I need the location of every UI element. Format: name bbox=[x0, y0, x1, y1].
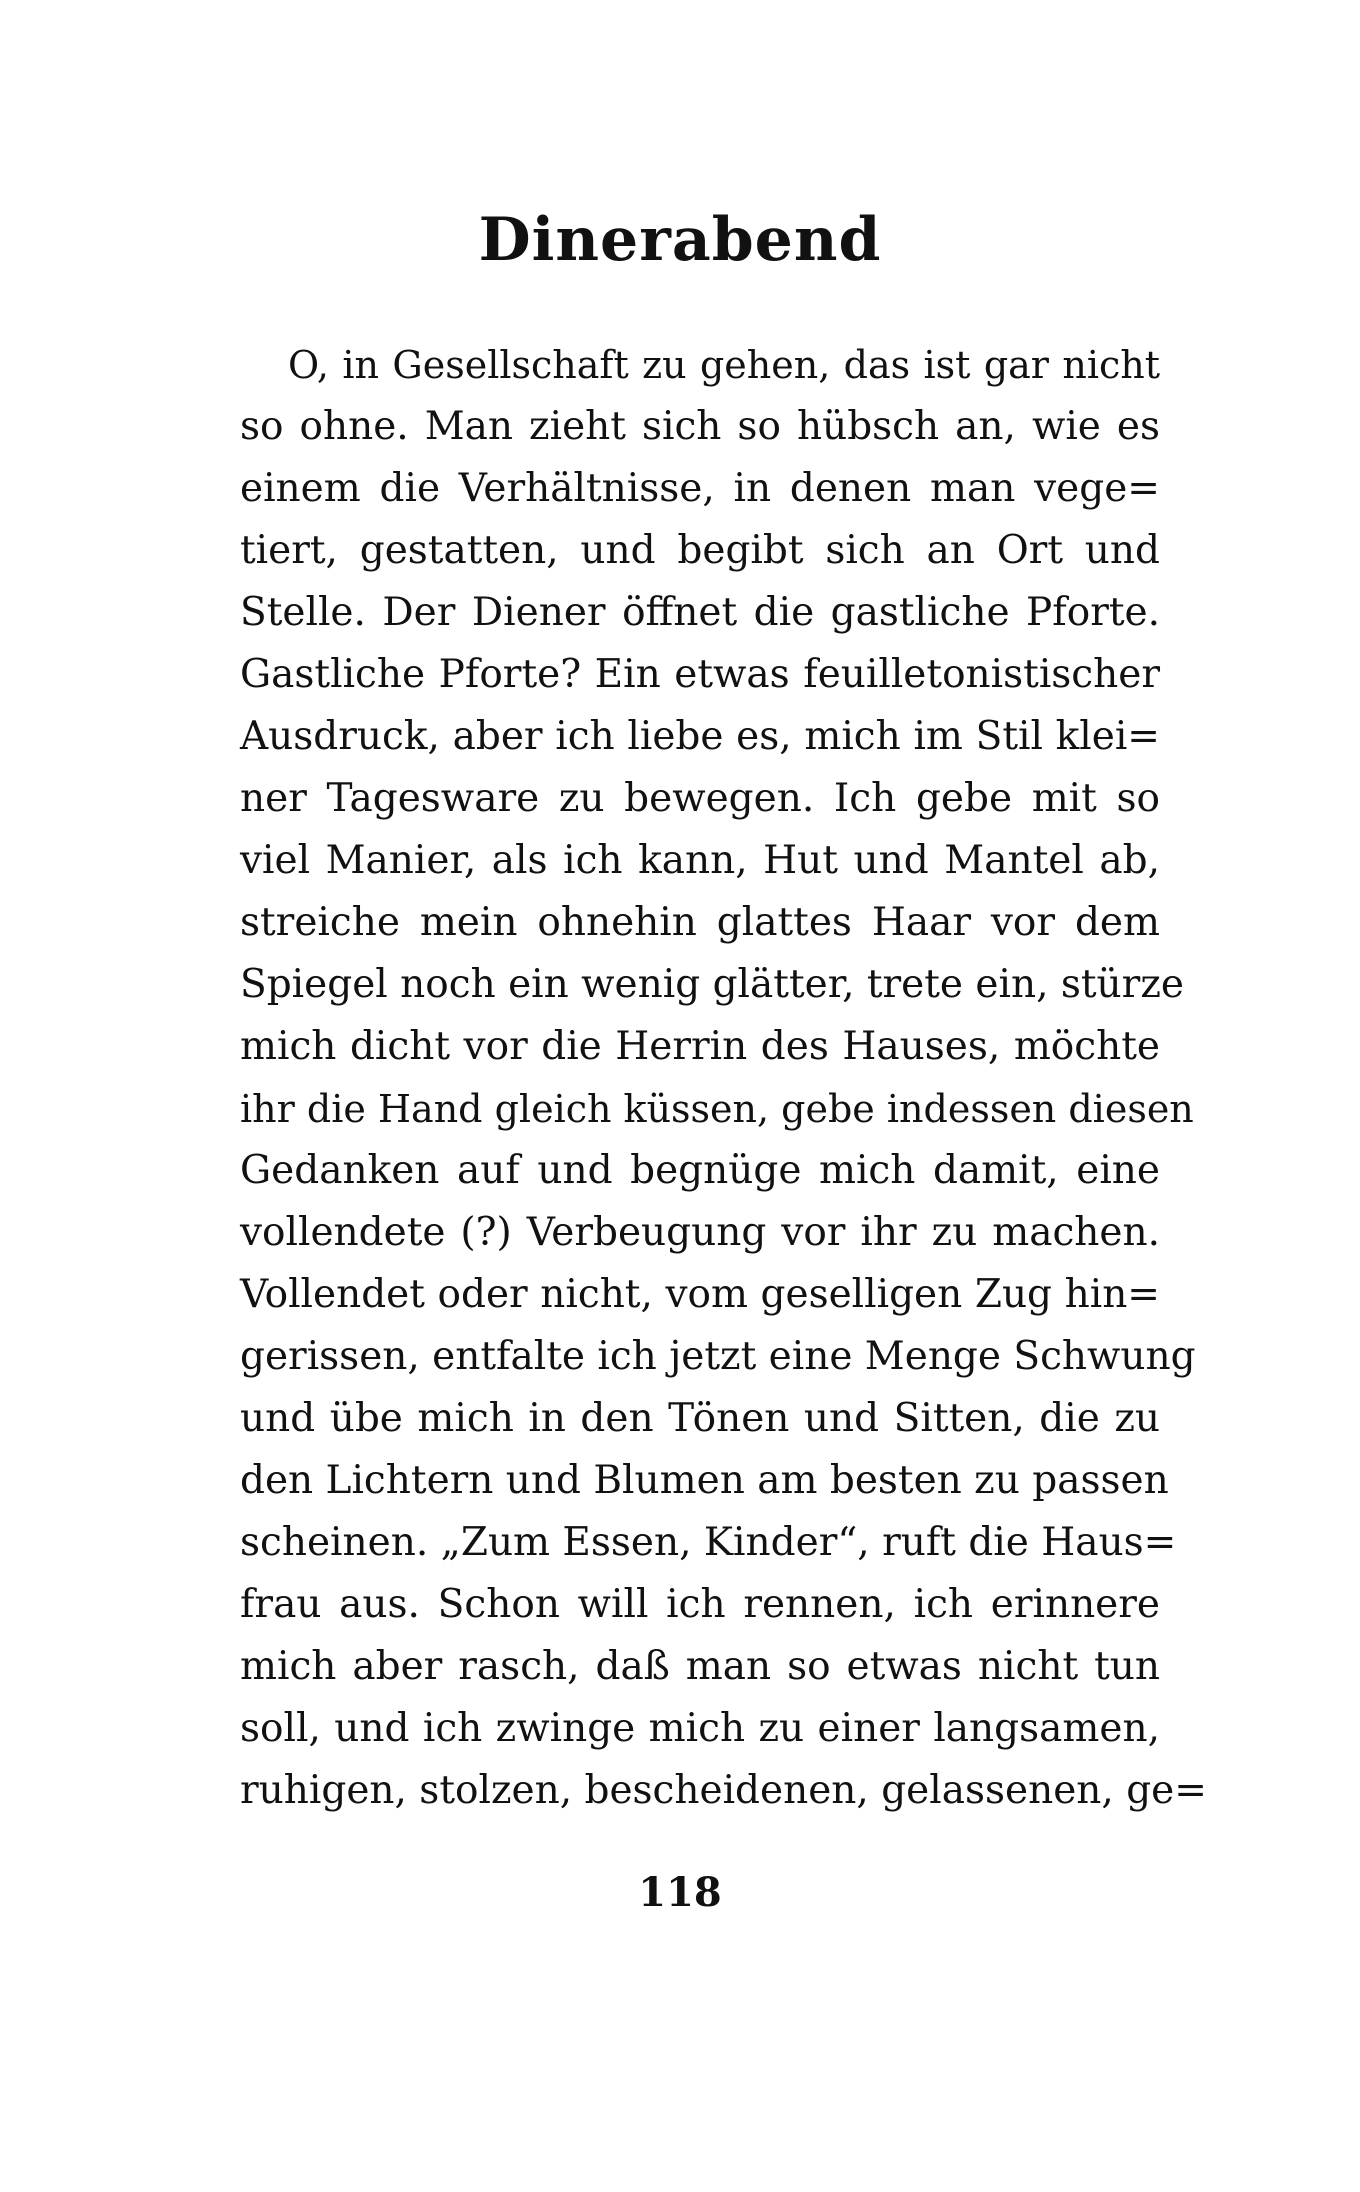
text-line: Ausdruck, aber ich liebe es, mich im Stil klei= bbox=[240, 714, 1160, 759]
text-line: frau aus. Schon will ich rennen, ich erinnere bbox=[240, 1582, 1160, 1627]
text-line: Gedanken auf und begnüge mich damit, eine bbox=[240, 1148, 1160, 1193]
text-line: streiche mein ohnehin glattes Haar vor dem bbox=[240, 900, 1160, 945]
text-line: Vollendet oder nicht, vom geselligen Zug hin= bbox=[240, 1272, 1160, 1317]
text-line: und übe mich in den Tönen und Sitten, die zu bbox=[240, 1396, 1160, 1441]
text-line: gerissen, entfalte ich jetzt eine Menge Schwung bbox=[240, 1334, 1196, 1379]
text-line: ihr die Hand gleich küssen, gebe indessen diesen bbox=[240, 1087, 1194, 1131]
chapter-title: Dinerabend bbox=[478, 205, 882, 275]
text-line: ruhigen, stolzen, bescheidenen, gelassenen, ge= bbox=[240, 1768, 1207, 1813]
body-paragraph bbox=[240, 334, 1207, 1822]
text-line: Gastliche Pforte? Ein etwas feuilletonistischer bbox=[240, 652, 1160, 697]
text-line: Stelle. Der Diener öffnet die gastliche Pforte. bbox=[240, 590, 1160, 635]
text-line: Spiegel noch ein wenig glätter, trete ein, stürze bbox=[240, 962, 1184, 1007]
text-line: viel Manier, als ich kann, Hut und Mantel ab, bbox=[240, 838, 1160, 883]
text-line: mich dicht vor die Herrin des Hauses, möchte bbox=[240, 1024, 1160, 1069]
text-line: scheinen. „Zum Essen, Kinder“, ruft die Haus= bbox=[240, 1520, 1177, 1565]
text-line: einem die Verhältnisse, in denen man vege= bbox=[240, 466, 1160, 511]
text-line: O, in Gesellschaft zu gehen, das ist gar nicht bbox=[288, 343, 1160, 387]
text-line: vollendete (?) Verbeugung vor ihr zu machen. bbox=[240, 1210, 1160, 1255]
text-line: ner Tagesware zu bewegen. Ich gebe mit so bbox=[240, 776, 1160, 821]
page-number: 118 bbox=[638, 1869, 722, 1916]
text-line: soll, und ich zwinge mich zu einer langsamen, bbox=[240, 1706, 1160, 1751]
text-line: den Lichtern und Blumen am besten zu passen bbox=[240, 1458, 1169, 1503]
text-line: tiert, gestatten, und begibt sich an Ort und bbox=[240, 528, 1160, 573]
text-line: so ohne. Man zieht sich so hübsch an, wie es bbox=[240, 404, 1160, 449]
text-line: mich aber rasch, daß man so etwas nicht tun bbox=[240, 1644, 1160, 1689]
